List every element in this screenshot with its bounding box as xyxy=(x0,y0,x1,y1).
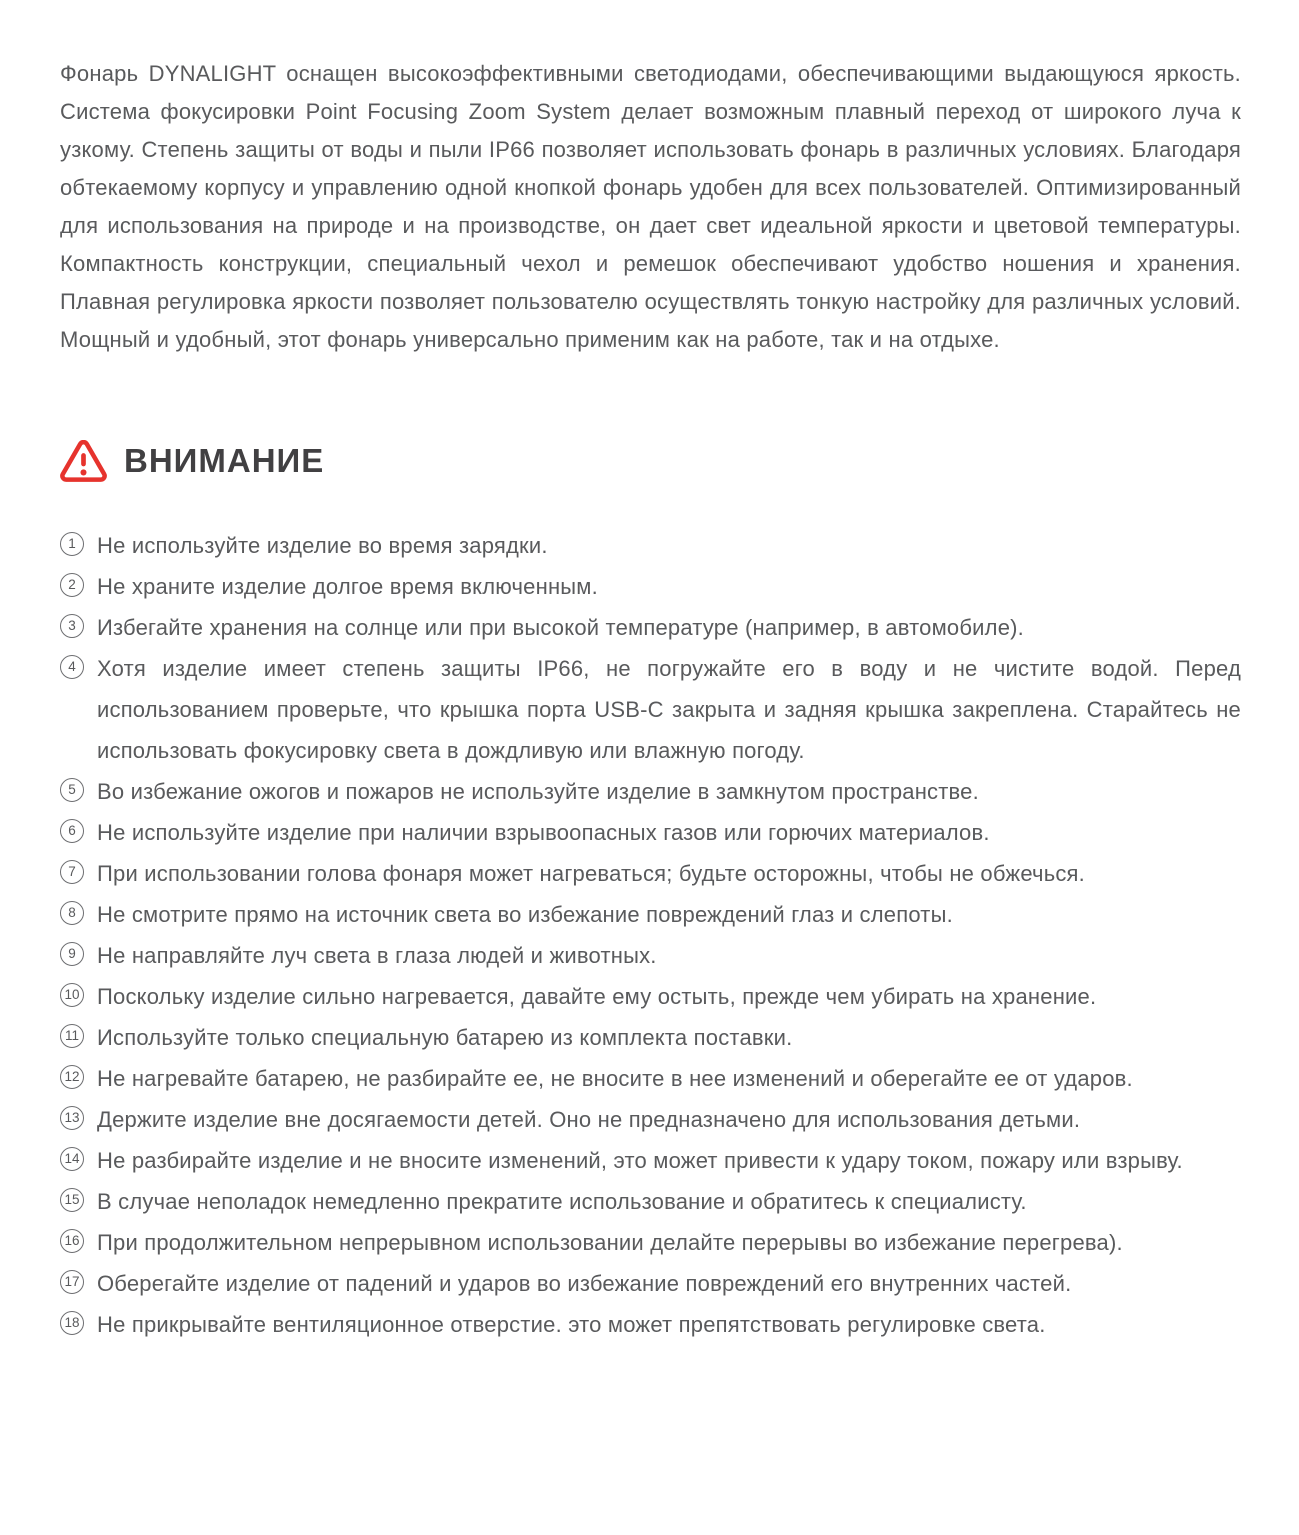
warning-item-17 xyxy=(60,1263,1241,1304)
warning-item-text: Избегайте хранения на солнце или при высокой температуре (например, в автомобиле). xyxy=(97,615,1024,640)
warning-item-text: Не прикрывайте вентиляционное отверстие. это может препятствовать регулировке света. xyxy=(97,1312,1046,1337)
warning-item-text: Не используйте изделие при наличии взрывоопасных газов или горючих материалов. xyxy=(97,820,990,845)
item-number-badge: 13 xyxy=(60,1106,84,1130)
warning-item-text: В случае неполадок немедленно прекратите использование и обратитесь к специалисту. xyxy=(97,1189,1027,1214)
item-number-badge: 11 xyxy=(60,1024,84,1048)
warning-item-18 xyxy=(60,1304,1241,1345)
warning-item-text: Используйте только специальную батарею из комплекта поставки. xyxy=(97,1025,793,1050)
warning-item-text: Оберегайте изделие от падений и ударов во избежание повреждений его внутренних частей. xyxy=(97,1271,1072,1296)
item-number-badge: 10 xyxy=(60,983,84,1007)
warning-item-4 xyxy=(60,648,1241,771)
warning-item-6 xyxy=(60,812,1241,853)
warning-item-14 xyxy=(60,1140,1241,1181)
item-number-badge: 8 xyxy=(60,901,84,925)
warning-title: ВНИМАНИЕ xyxy=(124,442,325,479)
warning-list xyxy=(60,525,1241,1345)
warning-item-text: Во избежание ожогов и пожаров не используйте изделие в замкнутом пространстве. xyxy=(97,779,979,804)
warning-item-2 xyxy=(60,566,1241,607)
item-number-badge: 15 xyxy=(60,1188,84,1212)
intro-paragraph: Фонарь DYNALIGHT оснащен высокоэффективными светодиодами, обеспечивающими выдающуюся яркость. Система фокусировки Point Focusing Zoom System делает возможным плавный переход от широкого луча к узкому. Степень защиты от воды и пыли IP66 позволяет использовать фонарь в различных условиях. Благодаря обтекаемому корпусу и управлению одной кнопкой фонарь удобен для всех пользователей. Оптимизированный для использования на природе и на производстве, он дает свет идеальной яркости и цветовой температуры. Компактность конструкции, специальный чехол и ремешок обеспечивают удобство ношения и хранения. Плавная регулировка яркости позволяет пользователю осуществлять тонкую настройку для различных условий. Мощный и удобный, этот фонарь универсально применим как на работе, так и на отдыхе. xyxy=(60,61,1241,352)
warning-item-13 xyxy=(60,1099,1241,1140)
warning-item-text: Не нагревайте батарею, не разбирайте ее, не вносите в нее изменений и оберегайте ее от ударов. xyxy=(97,1066,1133,1091)
warning-item-16 xyxy=(60,1222,1241,1263)
warning-item-3 xyxy=(60,607,1241,648)
item-number-badge: 4 xyxy=(60,655,84,679)
warning-item-text: Хотя изделие имеет степень защиты IP66, не погружайте его в воду и не чистите водой. Перед использованием проверьте, что крышка порта USB-C закрыта и задняя крышка закреплена. Старайтесь не использовать фокусировку света в дождливую или влажную погоду. xyxy=(97,656,1241,763)
item-number-badge: 7 xyxy=(60,860,84,884)
warning-item-text: При использовании голова фонаря может нагреваться; будьте осторожны, чтобы не обжечься. xyxy=(97,861,1085,886)
warning-item-9 xyxy=(60,935,1241,976)
warning-triangle-icon xyxy=(60,440,107,482)
item-number-badge: 6 xyxy=(60,819,84,843)
warning-header xyxy=(60,439,1241,483)
warning-item-text: При продолжительном непрерывном использовании делайте перерывы во избежание перегрева). xyxy=(97,1230,1123,1255)
item-number-badge: 17 xyxy=(60,1270,84,1294)
warning-item-text: Не смотрите прямо на источник света во избежание повреждений глаз и слепоты. xyxy=(97,902,953,927)
warning-item-text: Не используйте изделие во время зарядки. xyxy=(97,533,548,558)
item-number-badge: 16 xyxy=(60,1229,84,1253)
warning-item-8 xyxy=(60,894,1241,935)
warning-item-text: Не храните изделие долгое время включенным. xyxy=(97,574,598,599)
warning-item-7 xyxy=(60,853,1241,894)
warning-item-text: Поскольку изделие сильно нагревается, давайте ему остыть, прежде чем убирать на хранение. xyxy=(97,984,1097,1009)
item-number-badge: 12 xyxy=(60,1065,84,1089)
warning-item-5 xyxy=(60,771,1241,812)
warning-item-1 xyxy=(60,525,1241,566)
warning-item-text: Не направляйте луч света в глаза людей и животных. xyxy=(97,943,657,968)
warning-item-11 xyxy=(60,1017,1241,1058)
warning-item-text: Не разбирайте изделие и не вносите изменений, это может привести к удару током, пожару или взрыву. xyxy=(97,1148,1183,1173)
warning-item-text: Держите изделие вне досягаемости детей. Оно не предназначено для использования детьми. xyxy=(97,1107,1081,1132)
item-number-badge: 9 xyxy=(60,942,84,966)
item-number-badge: 1 xyxy=(60,532,84,556)
item-number-badge: 3 xyxy=(60,614,84,638)
item-number-badge: 5 xyxy=(60,778,84,802)
item-number-badge: 18 xyxy=(60,1311,84,1335)
item-number-badge: 14 xyxy=(60,1147,84,1171)
warning-item-15 xyxy=(60,1181,1241,1222)
warning-item-10 xyxy=(60,976,1241,1017)
item-number-badge: 2 xyxy=(60,573,84,597)
warning-item-12 xyxy=(60,1058,1241,1099)
